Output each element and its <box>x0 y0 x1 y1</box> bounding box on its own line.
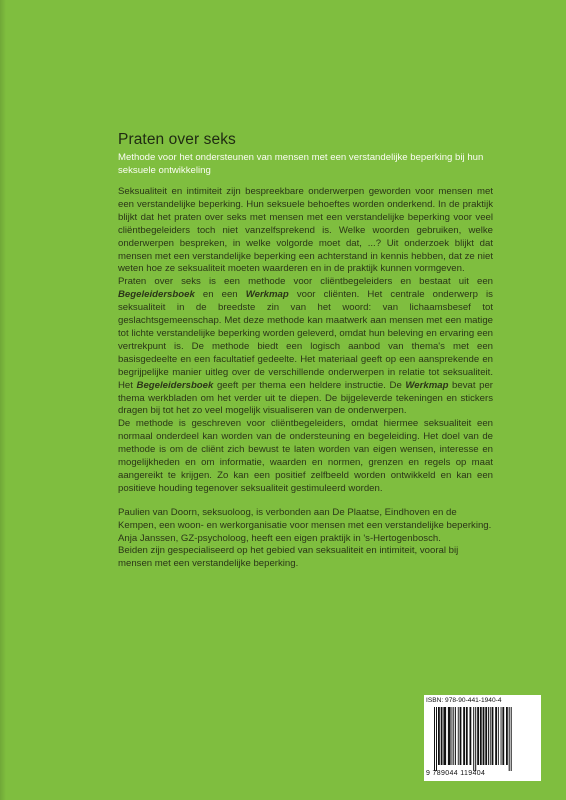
barcode-bar <box>495 707 497 765</box>
barcode-bar <box>448 707 451 765</box>
barcode-bar <box>434 707 435 771</box>
barcode-bar <box>509 707 510 771</box>
emphasis-begeleidersboek: Begeleidersboek <box>136 379 214 391</box>
barcode-bar <box>485 707 487 765</box>
barcode-bar <box>463 707 465 765</box>
blurb-paragraph-intro: Seksualiteit en intimiteit zijn bespreekbare onderwerpen geworden voor mensen met een verstandelijke beperking. Hun seksuele behoeftes worden onderkend. In de praktijk blijkt dat het praten over seks met mensen met een verstandelijke beperking voor veel cliëntbegeleiders toch niet vanzelfsprekend is. Welke woorden gebruiken, welke onderwerpen bespreken, in welke volgorde moet dat, ...? Uit onderzoek blijkt dat mensen met een verstandelijke beperking een achterstand in kennis hebben, dat ze niet weten hoe ze seksualiteit moeten waarderen en in de praktijk kunnen vormgeven. <box>118 186 493 275</box>
barcode-bar <box>470 707 472 765</box>
barcode-bar <box>492 707 494 765</box>
barcode-bar <box>460 707 462 765</box>
barcode-bar <box>466 707 468 765</box>
barcode-icon <box>432 707 536 771</box>
barcode-bar <box>488 707 489 765</box>
barcode-bar <box>490 707 491 765</box>
text-span: geeft per thema een heldere instructie. De <box>213 379 406 391</box>
barcode-bar <box>458 707 459 765</box>
book-subtitle: Methode voor het ondersteunen van mensen met een verstandelijke beperking bij hun seksuele ontwikkeling <box>118 152 484 176</box>
emphasis-werkmap: Werkmap <box>405 379 449 391</box>
barcode-bar <box>477 707 479 765</box>
barcode-digits: 9 789044 119404 <box>426 770 486 777</box>
authors-specialisation: Beiden zijn gespecialiseerd op het gebied van seksualiteit en intimiteit, vooral bij mensen met een verstandelijke beperking. <box>118 545 459 570</box>
barcode-bar <box>436 707 437 771</box>
book-title: Praten over seks <box>118 131 236 148</box>
barcode-bar <box>438 707 440 765</box>
author-doorn: Paulien van Doorn, seksuoloog, is verbonden aan De Plaatse, Eindhoven en de Kempen, een woon- en werkorganisatie voor mensen met een verstandelijke beperking. <box>118 506 492 531</box>
barcode-bar <box>475 707 476 771</box>
barcode-bar <box>443 707 446 765</box>
isbn-barcode-box <box>424 695 541 781</box>
barcode-bar <box>441 707 443 765</box>
barcode-bar <box>506 707 508 765</box>
text-span: voor cliënten. Het centrale onderwerp is seksualiteit in de breedste zin van het woord: van lichaamsbesef tot geslachtsgemeenschap. Met deze methode kan maatwerk aan mensen met een matige tot lichte verstandelijke beperking worden geleverd, omdat hun beleving en ervaring een vertrekpunt is. De methode biedt een logisch aanbod van thema's met een basisgedeelte en een facultatief gedeelte. Het materiaal geeft op een aansprekende en begrijpelijke manier uitleg over de verschillende onderwerpen in relatie tot seksualiteit. Het <box>118 289 493 391</box>
barcode-bar <box>501 707 502 765</box>
emphasis-werkmap: Werkmap <box>245 289 289 301</box>
blurb-paragraph-goal: De methode is geschreven voor cliëntbegeleiders, omdat hiermee seksualiteit een normaal onderdeel kan worden van de ondersteuning en begeleiding. Het doel van de methode is om de cliënt zich bewust te laten worden van eigen wensen, interesse en mogelijkheden en om informatie, waarden en normen, grenzen en regels op maat aangereikt te krijgen. Zo kan een positief zelfbeeld worden ontwikkeld en kan een positieve houding tegenover seksualiteit gestimuleerd worden. <box>118 418 493 494</box>
emphasis-begeleidersboek: Begeleidersboek <box>118 289 195 301</box>
barcode-bar <box>483 707 485 765</box>
text-span: Praten over seks is een methode voor cliëntbegeleiders en bestaat uit een <box>118 276 493 288</box>
isbn-label: ISBN: 978-90-441-1940-4 <box>426 697 502 704</box>
barcode-bar <box>453 707 454 765</box>
barcode-bar <box>498 707 499 765</box>
text-span: en een <box>194 289 246 301</box>
text-span: bevat per thema werkbladen om het verder uit te diepen. De bijgeleverde tekeningen en stickers dragen bij tot het zo veel mogelijk visualiseren van de onderwerpen. <box>118 379 493 417</box>
spine-shadow <box>0 0 6 800</box>
barcode-bar <box>511 707 512 771</box>
barcode-bar <box>455 707 456 765</box>
barcode-bar <box>473 707 474 771</box>
barcode-bar <box>480 707 482 765</box>
author-janssen: Anja Janssen, GZ-psycholoog, heeft een eigen praktijk in 's-Hertogenbosch. <box>118 532 441 544</box>
barcode-bar <box>452 707 453 765</box>
barcode-bar <box>502 707 504 765</box>
blurb <box>118 186 493 571</box>
blurb-paragraph-method <box>118 276 493 418</box>
